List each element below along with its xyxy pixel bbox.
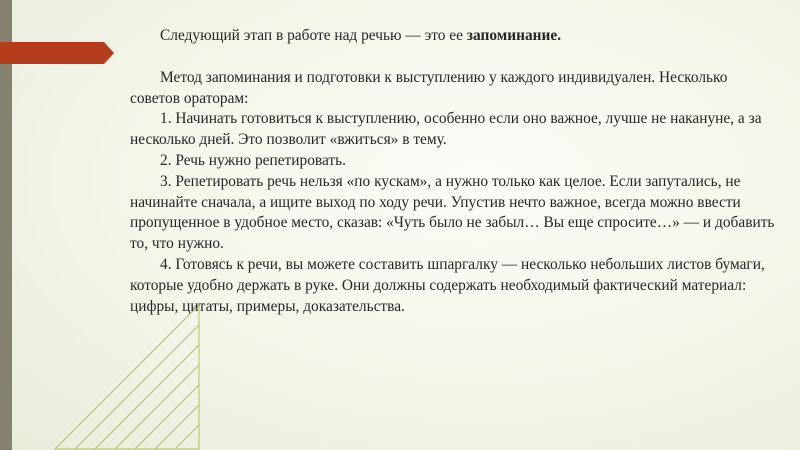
intro-text: Следующий этап в работе над речью — это ее [160,27,467,44]
title-banner-tip [104,42,114,64]
tip-1: 1. Начинать готовиться к выступлению, особенно если оно важное, лучше не накануне, а за несколько дней. Это позволит «вжиться» в тему. [130,110,762,149]
intro-bold-term: запоминание. [466,27,562,44]
tip-4: 4. Готовясь к речи, вы можете составить шпаргалку — несколько небольших листов бумаги, которые удобно держать в руке. Они должны содержать необходимый фактический материал: цифры, цитаты, примеры, доказательства. [130,255,765,315]
paragraph-gap [130,47,780,68]
method-paragraph: Метод запоминания и подготовки к выступлению у каждого индивидуален. Несколько советов ораторам: [130,68,728,107]
title-banner [0,42,104,64]
intro-line [130,26,780,47]
tip-3: 3. Репетировать речь нельзя «по кускам», а нужно только как целое. Если запутались, не начинайте сначала, а ищите выход по ходу речи. Упустив нечто важное, всегда можно ввести пропущенное в удобное место, сказав: «Чуть было не забыл… Вы еще спросите…» — и добавить то, что нужно. [130,172,775,253]
slide-content [130,26,780,317]
tip-2: 2. Речь нужно репетировать. [160,151,346,169]
